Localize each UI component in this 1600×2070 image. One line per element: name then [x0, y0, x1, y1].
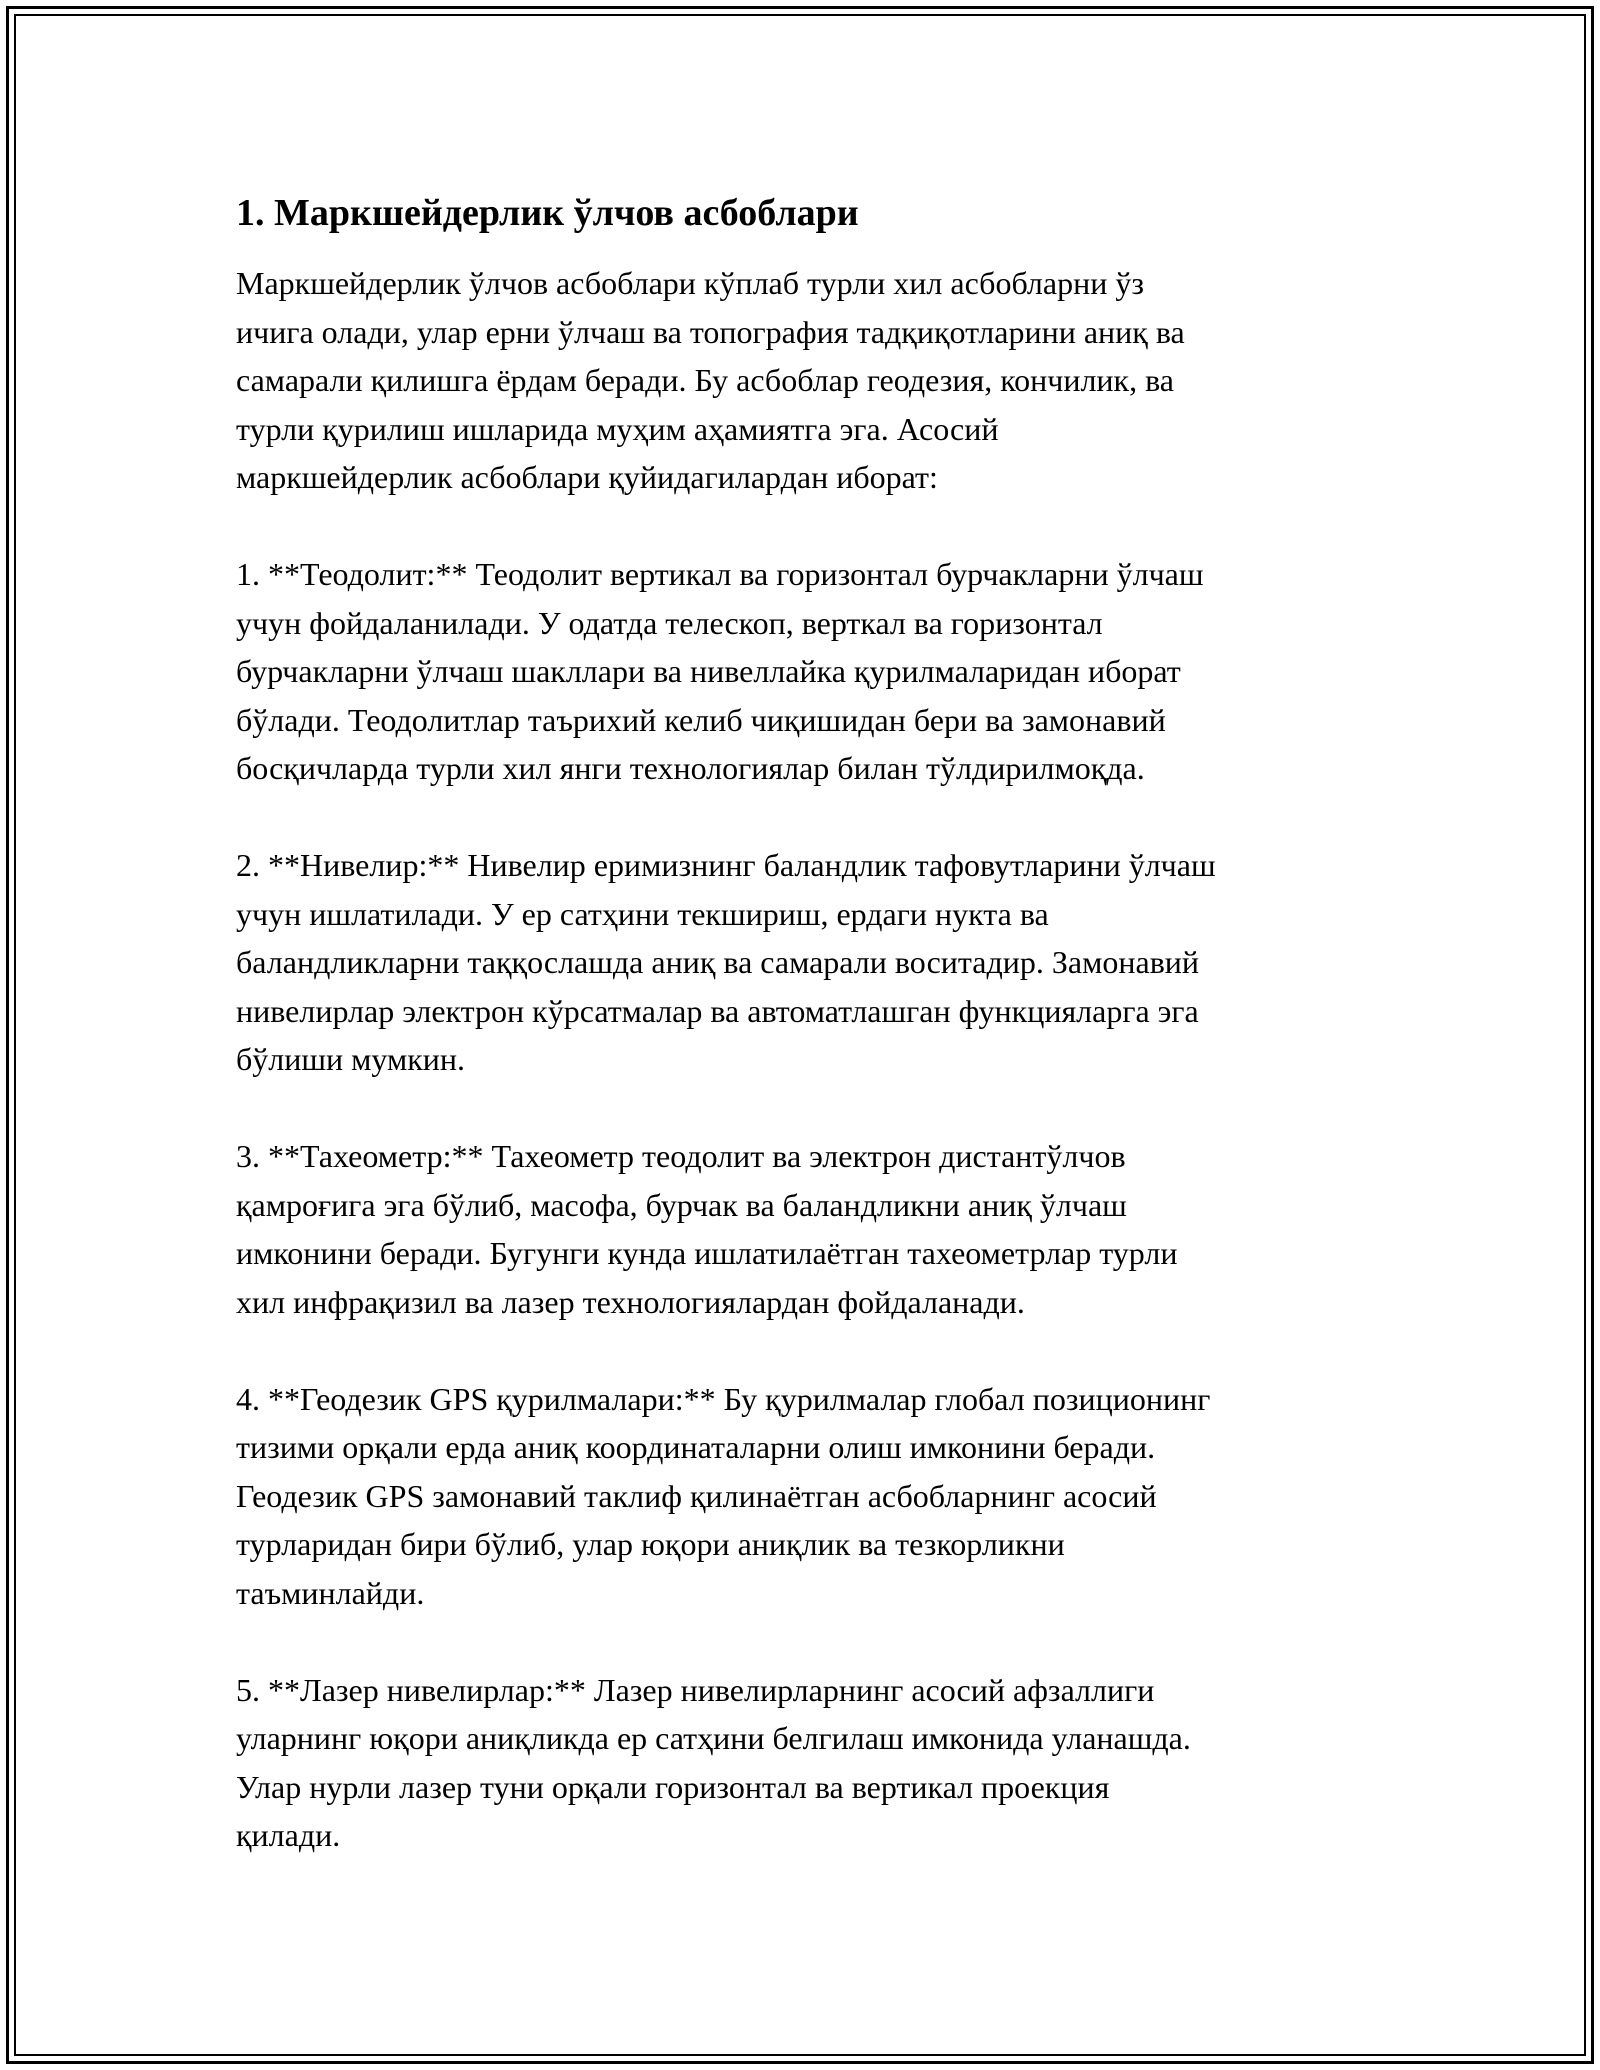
list-item-level	[236, 841, 1416, 1084]
intro-line: маркшейдерлик асбоблари қуйидагилардан иборат:	[236, 459, 938, 495]
list-item-line: бўлиши мумкин.	[236, 1041, 466, 1077]
list-item-line: 4. **Геодезик GPS қурилмалари:** Бу қурилмалар глобал позиционинг	[236, 1380, 1211, 1417]
list-item-line: имконини беради. Бугунги кунда ишлатилаётган тахеометрлар турли	[236, 1235, 1178, 1271]
list-item-line: турларидан бири бўлиб, улар юқори аниқлик ва тезкорликни	[236, 1526, 1065, 1562]
intro-line: ичига олади, улар ерни ўлчаш ва топография тадқиқотларини аниқ ва	[236, 313, 1185, 350]
list-item-line: учун ишлатилади. У ер сатҳини текшириш, ердаги нукта ва	[236, 895, 1049, 932]
list-item-line: уларнинг юқори аниқликда ер сатҳини белгилаш имконида уланашда.	[236, 1720, 1191, 1756]
list-item-line: учун фойдаланилади. У одатда телескоп, верткал ва горизонтал	[236, 604, 1103, 641]
list-item-line: нивелирлар электрон кўрсатмалар ва автоматлашган функцияларга эга	[236, 992, 1199, 1029]
list-item-line: бўлади. Теодолитлар таърихий келиб чиқишидан бери ва замонавий	[236, 701, 1166, 738]
list-item-tacheometer	[236, 1132, 1416, 1326]
list-item-line: қилади.	[236, 1817, 341, 1853]
intro-line: турли қурилиш ишларида муҳим аҳамиятга эга. Асосий	[236, 410, 999, 447]
list-item-theodolite	[236, 550, 1416, 793]
list-item-line: 1. **Теодолит:** Теодолит вертикал ва горизонтал бурчакларни ўлчаш	[236, 556, 1204, 592]
list-item-line: Геодезик GPS замонавий таклиф қилинаётган асбобларнинг асосий	[236, 1477, 1157, 1514]
list-item-gps	[236, 1375, 1416, 1618]
document-body	[236, 188, 1416, 1860]
list-item-line: қамроғига эга бўлиб, масофа, бурчак ва баландликни аниқ ўлчаш	[236, 1186, 1127, 1223]
list-item-line: 2. **Нивелир:** Нивелир еримизнинг баландлик тафовутларини ўлчаш	[236, 847, 1216, 883]
list-item-line: баландликларни таққослашда аниқ ва самарали воситадир. Замонавий	[236, 944, 1200, 980]
list-item-line: бурчакларни ўлчаш шакллари ва нивеллайка қурилмаларидан иборат	[236, 653, 1181, 689]
list-item-line: таъминлайди.	[236, 1574, 425, 1611]
intro-line: Маркшейдерлик ўлчов асбоблари кўплаб турли хил асбобларни ўз	[236, 265, 1144, 301]
intro-paragraph	[236, 259, 1416, 502]
list-item-line: 5. **Лазер нивелирлар:** Лазер нивелирларнинг асосий афзаллиги	[236, 1671, 1155, 1708]
list-item-line: Улар нурли лазер туни орқали горизонтал ва вертикал проекция	[236, 1768, 1110, 1805]
section-heading: 1. Маркшейдерлик ўлчов асбоблари	[236, 192, 859, 234]
list-item-line: тизими орқали ерда аниқ координаталарни олиш имконини беради.	[236, 1429, 1156, 1465]
list-item-laser-level	[236, 1666, 1416, 1860]
list-item-line: 3. **Тахеометр:** Тахеометр теодолит ва электрон дистантўлчов	[236, 1138, 1126, 1174]
list-item-line: босқичларда турли хил янги технологиялар билан тўлдирилмоқда.	[236, 750, 1145, 786]
intro-line: самарали қилишга ёрдам беради. Бу асбоблар геодезия, кончилик, ва	[236, 362, 1174, 398]
list-item-line: хил инфрақизил ва лазер технологиялардан фойдаланади.	[236, 1283, 1025, 1320]
